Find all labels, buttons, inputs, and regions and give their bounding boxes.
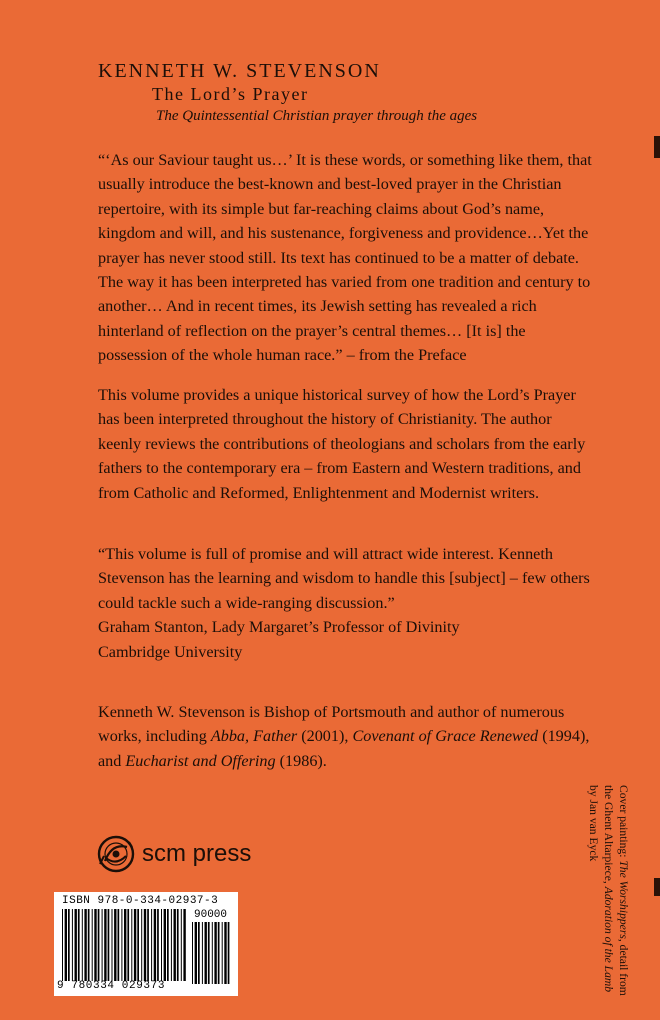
author-bio (98, 700, 598, 773)
barcode-number: 9 780334 029373 (57, 980, 166, 992)
barcode-stripe (68, 909, 70, 981)
endorsement (98, 542, 598, 664)
barcode-stripe (72, 909, 73, 981)
barcode-stripe (202, 922, 203, 984)
barcode-stripe (174, 909, 176, 981)
barcode-addon-bars (192, 922, 232, 984)
barcode-stripe (164, 909, 166, 981)
barcode-stripe (161, 909, 162, 981)
bio-year-2: (1994), and (98, 727, 590, 770)
spine-edge-bar-bottom (654, 878, 660, 896)
barcode-bars (62, 909, 186, 981)
credit-detail: , detail from the Ghent Altarpiece, (602, 785, 630, 996)
barcode-stripe (224, 922, 226, 984)
book-subtitle: The Quintessential Christian prayer through the ages (156, 108, 478, 124)
barcode-stripe (144, 909, 146, 981)
barcode-stripe (82, 909, 83, 981)
barcode-stripe (78, 909, 80, 981)
barcode-stripe (92, 909, 93, 981)
barcode-stripe (112, 909, 113, 981)
bio-work-1: Abba, Father (210, 727, 298, 746)
barcode-stripe (84, 909, 86, 981)
barcode-stripe (134, 909, 136, 981)
barcode-stripe (205, 922, 207, 984)
credit-painting: The Worshippers (617, 860, 630, 939)
barcode-stripe (192, 922, 193, 984)
barcode-stripe (181, 909, 182, 981)
barcode-stripe (118, 909, 120, 981)
barcode-stripe (62, 909, 63, 981)
barcode-stripe (131, 909, 132, 981)
barcode-stripe (208, 922, 210, 984)
barcode-stripe (183, 909, 185, 981)
endorser-name: Graham Stanton, Lady Margaret’s Professor of Divinity (98, 618, 460, 637)
barcode-stripe (127, 909, 129, 981)
credit-artist: by Jan van Eyck (587, 785, 600, 862)
publisher-logo (96, 834, 251, 874)
barcode-stripe (214, 922, 216, 984)
barcode-stripe (104, 909, 106, 981)
barcode-stripe (108, 909, 110, 981)
barcode-stripe (177, 909, 179, 981)
barcode-stripe (212, 922, 213, 984)
barcode-stripe (147, 909, 149, 981)
barcode-stripe (157, 909, 159, 981)
barcode-stripe (137, 909, 139, 981)
spine-edge-bar-top (654, 136, 660, 158)
barcode-stripe (124, 909, 126, 981)
barcode-stripe (195, 922, 197, 984)
barcode-stripe (151, 909, 152, 981)
bio-work-2: Covenant of Grace Renewed (352, 727, 539, 746)
bio-year-3: (1986). (275, 751, 327, 770)
barcode-stripe (171, 909, 172, 981)
bio-work-3: Eucharist and Offering (125, 751, 276, 770)
endorser-affiliation: Cambridge University (98, 642, 243, 661)
barcode-stripe (228, 922, 230, 984)
cover-credit (586, 785, 631, 1000)
author-name: KENNETH W. STEVENSON (98, 60, 381, 82)
barcode-stripe (75, 909, 77, 981)
endorsement-quote: “This volume is full of promise and will attract wide interest. Kenneth Stevenson has the learning and wisdom to handle this [subject] – few others could tackle such a wide-ranging discussion.” (98, 545, 590, 612)
publisher-name: scm press (142, 840, 252, 867)
barcode-stripe (167, 909, 169, 981)
barcode-stripe (114, 909, 116, 981)
isbn-label: ISBN 978-0-334-02937-3 (62, 895, 219, 907)
book-description: This volume provides a unique historical survey of how the Lord’s Prayer has been interpreted throughout the history of Christianity. The author keenly reviews the contributions of theologians and scholars from the early fathers to the contemporary era – from Eastern and Western traditions, and from Catholic and Reformed, Enlightenment and Modernist writers. (98, 386, 586, 502)
book-title: The Lord’s Prayer (152, 84, 309, 104)
bio-year-1: (2001), (297, 727, 353, 746)
credit-lead: Cover painting: (617, 785, 630, 861)
barcode-stripe (222, 922, 223, 984)
barcode-stripe (88, 909, 90, 981)
scm-press-logo-icon (96, 834, 136, 874)
preface-quote: “‘As our Saviour taught us…’ It is these words, or something like them, that usually introduce the best-known and best-loved prayer in the Christian repertoire, with its simple but far-reaching claims about God’s name, kingdom and will, and his sustenance, forgiveness and providence…Yet the prayer has never stood still. Its text has continued to be a matter of debate. The way it has been interpreted has varied from one tradition and century to another… And in recent times, its Jewish setting has revealed a rich hinterland of reflection on the prayer’s central themes… [It is] the possession of the whole human race.” – from the Preface (98, 151, 592, 365)
barcode-stripe (65, 909, 67, 981)
barcode-addon-number: 90000 (194, 909, 228, 921)
barcode-stripe (198, 922, 200, 984)
bio-lead: Kenneth W. Stevenson is Bishop of Portsmouth and author of numerous works, including (98, 703, 565, 746)
barcode-stripe (154, 909, 156, 981)
barcode-stripe (94, 909, 96, 981)
credit-altarpiece: Adoration of the Lamb (602, 886, 615, 993)
barcode-stripe (102, 909, 103, 981)
barcode (54, 892, 238, 996)
barcode-stripe (141, 909, 142, 981)
barcode-stripe (218, 922, 220, 984)
barcode-stripe (121, 909, 122, 981)
barcode-stripe (98, 909, 100, 981)
